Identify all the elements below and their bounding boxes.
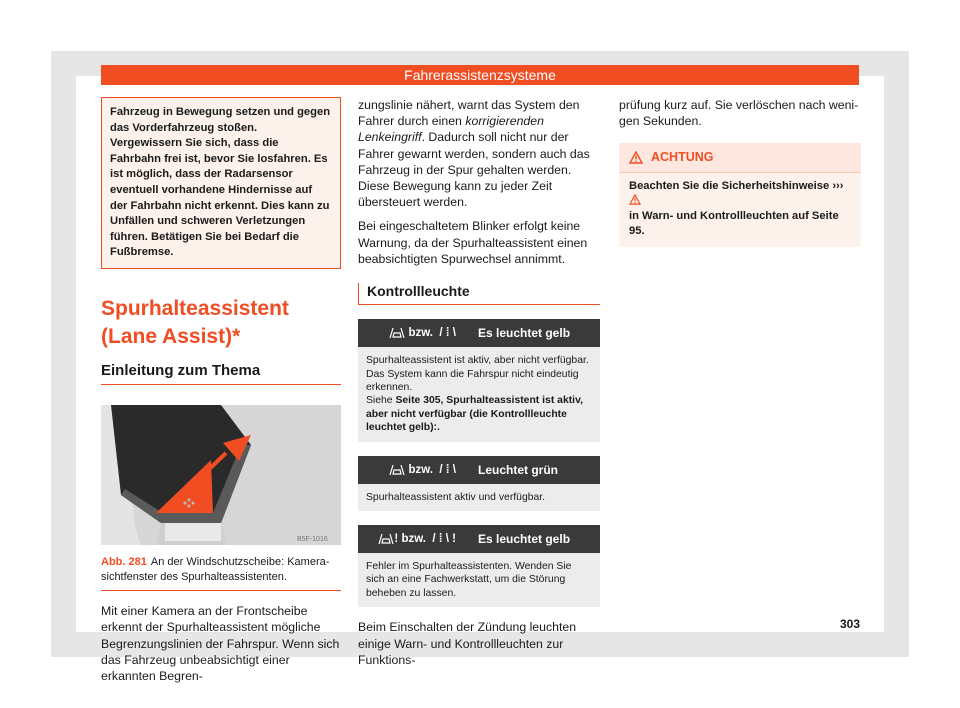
column-right — [619, 97, 861, 247]
lamp-2-separator: bzw. — [408, 463, 433, 476]
figure-caption — [101, 555, 341, 591]
lamp-row-3-header — [358, 525, 600, 553]
windshield-camera-figure — [101, 405, 341, 545]
paragraph-1-text-a: zungslinie nähert, warnt das System den Fahrer durch einen — [358, 98, 580, 129]
paragraph-continued: prüfung kurz auf. Sie verlöschen nach wenigen Sekunden. — [619, 98, 859, 129]
lamp-3-icons — [358, 531, 466, 547]
section-title: Spurhalteassistent (Lane Assist)* — [101, 296, 289, 348]
paragraph-1 — [358, 97, 600, 210]
lamp-1-separator: bzw. — [408, 327, 433, 340]
lamp-3-title: Es leuchtet gelb — [478, 531, 571, 546]
achtung-line-2: in Warn- und Kontrollleuchten auf Seite 95. — [629, 209, 839, 237]
windshield-illustration — [101, 405, 341, 545]
achtung-body — [619, 172, 861, 247]
lamp-2-icons — [358, 462, 466, 478]
lamp-row-2-header — [358, 456, 600, 484]
lamp-row-1-body — [358, 347, 600, 441]
lane-assist-car-icon — [389, 465, 405, 475]
achtung-line-1[interactable]: Beachten Sie die Sicherheitshinweise ››› — [629, 179, 844, 192]
warning-triangle-icon — [629, 194, 641, 205]
achtung-title: ACHTUNG — [651, 150, 714, 165]
lamp-2-title: Leuchtet grün — [478, 462, 558, 477]
lamp-row-3-body: Fehler im Spurhalteassistenten. Wenden Sie sich an eine Fachwerkstatt, um die Störung beheben zu lassen. — [358, 553, 600, 607]
warning-triangle-icon — [629, 151, 643, 164]
exclamation-icon: ! — [394, 532, 399, 545]
figure-code: B5F-1016 — [297, 536, 328, 544]
caption-text: An der Windschutzscheibe: Kamerasichtfenster des Spurhalteassistenten. — [101, 556, 330, 583]
lane-lines-icon: / ⁞ \ — [436, 463, 456, 476]
lane-assist-car-icon — [378, 534, 394, 544]
lamp-1-title: Es leuchtet gelb — [478, 326, 571, 341]
lamp-1-body: Spurhalteassistent ist aktiv, aber nicht verfügbar. Das System kann die Fahrspur nicht eindeutig erkennen. — [366, 355, 589, 394]
caption-label: Abb. 281 — [101, 556, 147, 569]
achtung-header — [619, 143, 861, 171]
lamp-1-icons — [358, 325, 466, 341]
lamp-row-1-header — [358, 319, 600, 347]
subsection-title: Einleitung zum Thema — [101, 363, 341, 385]
warning-box-continued: Fahrzeug in Bewegung setzen und gegen das Vorderfahrzeug stoßen. Vergewissern Sie sich, dass die Fahrbahn frei ist, bevor Sie losfahren. Es ist möglich, dass der Radarsensor eventuell vorhandene Hindernisse auf der Fahrbahn nicht erkennt. Dies kann zu Unfällen und schweren Verletzungen führen. Betätigen Sie bei Bedarf die Fußbremse. — [101, 97, 341, 269]
chapter-header: Fahrerassistenzsysteme — [101, 65, 859, 85]
column-middle — [358, 97, 600, 676]
paragraph-1-italic: korrigierenden Lenkeingriff — [358, 114, 544, 145]
column-left — [101, 97, 341, 692]
lane-lines-icon: / ⁞ \ ! — [429, 532, 456, 545]
intro-paragraph: Mit einer Kamera an der Frontscheibe erkennt der Spurhalteassistent mögliche Begrenzungslinien der Fahrspur. Wenn sich das Fahrzeug unbeabsichtigt einer erkannten Begren- — [101, 604, 340, 683]
paragraph-3: Beim Einschalten der Zündung leuchten einige Warn- und Kontrollleuchten zur Funktions- — [358, 620, 577, 667]
paragraph-2: Bei eingeschaltetem Blinker erfolgt keine Warnung, da der Spurhalteassistent einen beabsichtigten Spurwechsel annimmt. — [358, 219, 588, 266]
paragraph-1-text-b: . Dadurch soll nicht nur der Fahrer gewarnt werden, sondern auch das Fahrzeug in der Spur gehalten werden. Diese Bewegung kann zu jeder Zeit übersteuert werden. — [358, 130, 590, 210]
lamp-row-2-body: Spurhalteassistent aktiv und verfügbar. — [358, 484, 600, 511]
lane-assist-car-icon — [389, 328, 405, 338]
lane-lines-icon: / ⁞ \ — [436, 327, 456, 340]
lamp-1-ref-link[interactable]: Seite 305, Spurhalteassistent ist aktiv, aber nicht verfügbar (die Kontrollleuchte leuchtet gelb):. — [366, 395, 583, 434]
kontrollleuchte-title: Kontrollleuchte — [358, 283, 600, 305]
lamp-1-ref-prefix: Siehe — [366, 395, 396, 407]
lamp-3-separator: bzw. — [401, 532, 426, 545]
page-number: 303 — [840, 617, 861, 631]
